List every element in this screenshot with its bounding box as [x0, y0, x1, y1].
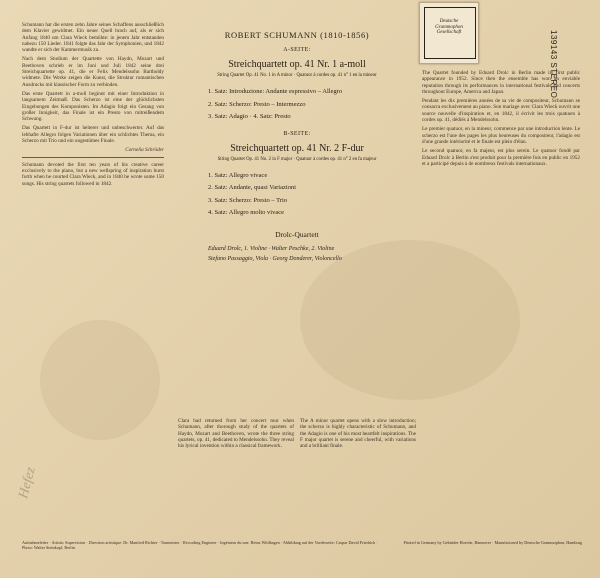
movement: 3. Satz: Adagio · 4. Satz: Presto [208, 113, 291, 120]
notes-paragraph: Schumann devoted the first ten years of his creative career exclusively to the piano, but a new wellspring of inspiration burst forth when he courted Clara Wieck, and in 1840 he wrote some 150 songs. His string quartets followed in 1842. [22, 161, 164, 187]
notes-paragraph: Le second quatuor, en fa majeur, est plus serein. Le quatuor fondé par Eduard Drolc à Berlin s'est produit pour la première fois en public en 1952 et a participé depuis à de nombreux festivals internationaux. [422, 148, 580, 167]
pencil-inscription: Hefez [16, 465, 39, 501]
notes-french [422, 70, 580, 170]
ensemble-name: Drolc-Quartett [275, 229, 319, 239]
notes-paragraph: The Quartet founded by Eduard Drolc in Berlin made its first public appearance in 1952. Since then the ensemble has won an enviable reputation through its performances in international festivals and concerts throughout Europe, America and Japan. [422, 70, 580, 95]
program [178, 30, 416, 265]
side-a-label: A-SEITE: [283, 47, 311, 53]
notes-paragraph: Schumann hat die ersten zehn Jahre seines Schaffens ausschließlich dem Klavier gewidmet. Ein neuer Quell brach auf, als er sich Anfang 1840 um Clara Wieck bemühte: in jenem Jahr entstanden nahezu 150 Lieder. 1841 folgte das Jahr der Symphonien, und 1842 wandte er sich der Kammermusik zu. [22, 22, 164, 54]
composer: ROBERT SCHUMANN (1810-1856) [224, 30, 370, 40]
side-a-title: Streichquartett op. 41 Nr. 1 a-moll [228, 59, 366, 70]
divider [22, 157, 164, 158]
movement: 1. Satz: Allegro vivace [208, 171, 268, 179]
credits [22, 540, 582, 550]
movement: 4. Satz: Allegro molto vivace [208, 209, 284, 216]
catalog-number-text: 139143 STEREO [549, 30, 558, 99]
credits-left: Aufnahmeleiter · Artistic Supervision · Direction artistique: Dr. Manfred Richter · Tonmeister · Recording Engineer · Ingénieur du son: Heinz Wildhagen · Abbildung auf der Vorderseite: Caspar David Friedrich · Photo: Walter Steinkopf, Berlin [22, 540, 378, 551]
notes-english [178, 418, 416, 452]
notes-paragraph: Pendant les dix premières années de sa vie de compositeur, Schumann se consacra exclusivement au piano. Son mariage avec Clara Wieck ouvrit une source nouvelle d'inspiration et, en 1842, il écrivit les trois quatuors à cordes op. 41, dédiés à Mendelssohn. [422, 98, 580, 124]
side-b-title: Streichquartett op. 41 Nr. 2 F-dur [230, 142, 364, 154]
movement: 2. Satz: Andante, quasi Variazioni [208, 184, 296, 191]
notes-paragraph: The A minor quartet opens with a slow introduction; the scherzo is highly characteristic of Schumann, and the Adagio is one of his most heartfelt inspirations. The F major quartet is serene and cheerful, with variations and a brilliant finale. [300, 418, 416, 450]
age-stain [40, 320, 160, 440]
author-signature: Cornelia Schröder [125, 147, 164, 154]
notes-paragraph: Nach dem Studium der Quartette von Haydn, Mozart und Beethoven schrieb er im Juni und Juli 1842 seine drei Streichquartette op. 41, die er Felix Mendelssohn Bartholdy widmete. Die Werke zeigen die Kunst, die Struktur romantischen Ausdrucks mit klassischer Form zu verbinden. [22, 56, 164, 88]
members-line: Eduard Drolc, 1. Violine · Walter Peschke, 2. Violine [208, 245, 335, 252]
notes-paragraph: Clara had returned from her concert tour when Schumann, after thorough study of the quartets of Haydn, Mozart and Beethoven, wrote the three string quartets, op. 41, dedicated to Mendelssohn. They reveal his lyrical invention within a classical framework. [178, 418, 294, 450]
members-line: Stefano Passaggio, Viola · Georg Donderer, Violoncello [208, 256, 342, 262]
side-b-subtitle: String Quartet Op. 41 No. 2 in F major · Quatuor à cordes op. 41 n° 2 en fa majeur [217, 156, 377, 162]
notes-paragraph: Das erste Quartett in a-moll beginnt mit einer Introduktion in langsamem Zeitmaß. Das Scherzo ist eine der glücklichsten Eingebungen des Komponisten. Im Adagio folgt ein Gesang von großer Innigkeit, das Finale ist ein Presto von mitreißendem Schwung. [22, 90, 164, 123]
side-a-movements [208, 86, 416, 124]
movement: 1. Satz: Introduzione: Andante espressivo – Allegro [208, 88, 343, 95]
side-b-movements [208, 170, 416, 220]
movement: 2. Satz: Scherzo: Presto – Intermezzo [208, 100, 306, 108]
logo-text: Deutsche Grammophon Gesellschaft [435, 19, 463, 36]
side-a-subtitle: String Quartet Op. 41 No. 1 in A minor · Quatuor à cordes op. 41 n° 1 en la mineur [217, 73, 377, 78]
notes-paragraph: Le premier quatuor, en la mineur, commence par une introduction lente. Le scherzo est l'une des pages les plus heureuses du compositeur, l'adagio est d'une grande intériorité et le finale est plein d'élan. [422, 126, 580, 145]
notes-german [22, 22, 164, 190]
ensemble-members [208, 244, 416, 265]
movement: 3. Satz: Scherzo: Presto – Trio [208, 196, 288, 204]
dg-logo [419, 2, 479, 64]
side-b-label: B-SEITE: [283, 130, 311, 137]
credits-right: Printed in Germany by Gebrüder Hoeche, Hannover · Manufactured by Deutsche Grammophon, Hamburg [403, 540, 582, 545]
notes-paragraph: Das Quartett in F-dur ist heiterer und unbeschwerter. Auf das lebhafte Allegro folgen Variationen über ein schlichtes Thema, ein Scherzo mit Trio und ein ungestümes Finale. [22, 125, 164, 145]
